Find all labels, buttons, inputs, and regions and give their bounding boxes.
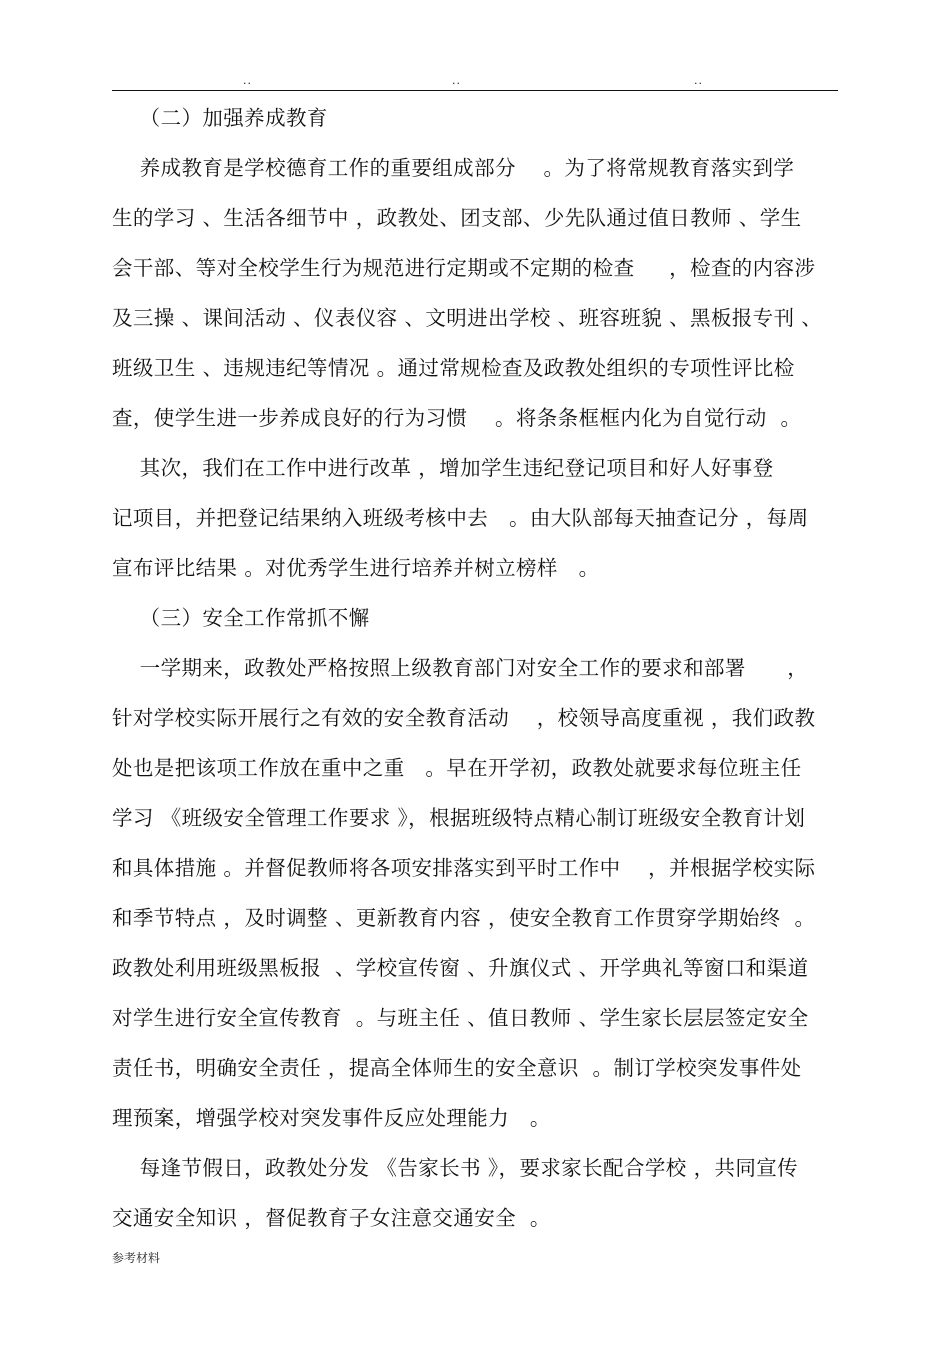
text-line: 宣布评比结果 。对优秀学生进行培养并树立榜样 。 (112, 556, 600, 580)
header-dot-mark: .. (694, 74, 703, 87)
text-line: 生的学习 、生活各细节中 ，政教处、团支部、少先队通过值日教师 、学生 (112, 206, 802, 230)
header-rule (112, 90, 838, 91)
text-line: 处也是把该项工作放在重中之重 。早在开学初，政教处就要求每位班主任 (112, 756, 802, 780)
text-line: 养成教育是学校德育工作的重要组成部分 。为了将常规教育落实到学 (112, 156, 795, 180)
text-line: 针对学校实际开展行之有效的安全教育活动 ，校领导高度重视 ，我们政教 (112, 706, 816, 730)
text-line: 会干部、等对全校学生行为规范进行定期或不定期的检查 ，检查的内容涉 (112, 256, 816, 280)
text-line: 查，使学生进一步养成良好的行为习惯 。将条条框框内化为自觉行动 。 (112, 406, 802, 430)
text-line: 班级卫生 、违规违纪等情况 。通过常规检查及政教处组织的专项性评比检 (112, 356, 795, 380)
footer-label: 参考材料 (112, 1251, 161, 1265)
text-line: 其次，我们在工作中进行改革 ，增加学生违纪登记项目和好人好事登 (112, 456, 774, 480)
text-line: 和季节特点 ，及时调整 、更新教育内容 ，使安全教育工作贯穿学期始终 。 (112, 906, 816, 930)
text-line: 理预案，增强学校对突发事件反应处理能力 。 (112, 1106, 551, 1130)
text-line: 及三操 、课间活动 、仪表仪容 、文明进出学校 、班容班貌 、黑板报专刊 、 (112, 306, 823, 330)
text-line: 和具体措施 。并督促教师将各项安排落实到平时工作中 ，并根据学校实际 (112, 856, 816, 880)
text-line: 学习 《班级安全管理工作要求 》，根据班级特点精心制订班级安全教育计划 (112, 806, 806, 830)
header-dot-mark: .. (452, 74, 461, 87)
text-line: 责任书，明确安全责任 ，提高全体师生的安全意识 。制订学校突发事件处 (112, 1056, 802, 1080)
header-dot-mark: .. (243, 74, 252, 87)
text-line: 交通安全知识 ，督促教育子女注意交通安全 。 (112, 1206, 551, 1230)
text-line: 对学生进行安全宣传教育 。与班主任 、值日教师 、学生家长层层签定安全 (112, 1006, 809, 1030)
section-heading: （三）安全工作常抓不懈 (112, 606, 370, 630)
text-line: 一学期来，政教处严格按照上级教育部门对安全工作的要求和部署 ， (112, 656, 809, 680)
text-line: 记项目，并把登记结果纳入班级考核中去 。由大队部每天抽查记分 ，每周 (112, 506, 809, 530)
text-line: 每逢节假日，政教处分发 《告家长书 》，要求家长配合学校 ，共同宣传 (112, 1156, 799, 1180)
section-heading: （二）加强养成教育 (112, 106, 328, 130)
text-line: 政教处利用班级黑板报 、学校宣传窗 、升旗仪式 、开学典礼等窗口和渠道 (112, 956, 809, 980)
